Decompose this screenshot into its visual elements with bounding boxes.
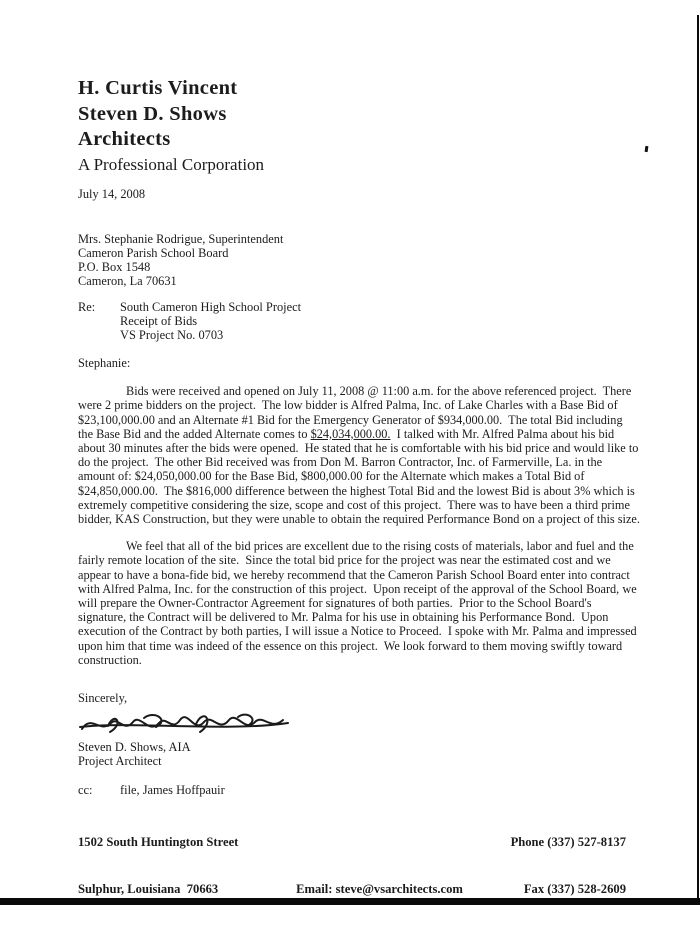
re-block xyxy=(78,300,638,342)
footer-phone: Phone (337) 527-8137 xyxy=(510,835,626,850)
recipient-line: Cameron Parish School Board xyxy=(78,245,229,260)
cc-value: file, James Hoffpauir xyxy=(120,783,225,798)
signer-title: Project Architect xyxy=(78,754,162,769)
scan-edge-line-bottom xyxy=(0,898,700,905)
footer-row-2 xyxy=(78,882,626,898)
re-line: Receipt of Bids xyxy=(120,313,198,328)
cc-block xyxy=(78,783,638,798)
letterhead-subtitle: A Professional Corporation xyxy=(78,154,265,174)
re-label: Re: xyxy=(78,299,96,314)
body-paragraph-2: We feel that all of the bid prices are excellent due to the rising costs of materials, labor and fuel and the fairly remote location of the site. Since the total bid price for the project was near the estimated cost and we appear to have a bona-fide bid, we hereby recommend that the Cameron Parish School Board enter into contract with Alfred Palma, Inc. for the construction of this project. Upon receipt of the approval of the School Board, we will prepare the Owner-Contractor Agreement for signatures of both parties. Prior to the School Board's signature, the Contract will be delivered to Mr. Palma for his use in obtaining his Performance Bond. Upon execution of the Contract by both parties, I will issue a Notice to Proceed. I spoke with Mr. Palma and impressed upon him that time was indeed of the essence on this project. We look forward to them moving swiftly toward construction. xyxy=(78,539,640,667)
footer-email: Email: steve@vsarchitects.com xyxy=(296,881,463,896)
footer-spacer xyxy=(293,835,466,851)
re-line: South Cameron High School Project xyxy=(120,299,302,314)
footer-address-line-2: Sulphur, Louisiana 70663 xyxy=(78,881,219,896)
scan-ink-speck xyxy=(645,146,649,152)
recipient-line: Cameron, La 70631 xyxy=(78,273,177,288)
footer xyxy=(78,804,626,928)
signer-name: Steven D. Shows, AIA xyxy=(78,740,191,755)
letterhead-name-1: H. Curtis Vincent xyxy=(78,77,238,99)
letterhead xyxy=(78,76,638,175)
valediction: Sincerely, xyxy=(78,691,128,706)
signer-block xyxy=(78,740,638,768)
letterhead-name-2: Steven D. Shows xyxy=(78,102,227,125)
footer-fax: Fax (337) 528-2609 xyxy=(523,881,626,896)
letterhead-name-3: Architects xyxy=(78,128,171,150)
signature-scribble-icon xyxy=(78,706,293,740)
paragraph-1-text-after: I talked with Mr. Alfred Palma about his bid about 30 minutes after the bids were opened. He stated that he is comfortable with his bid price and would like to do the project. The other Bid received was from Don M. Barron Contractor, Inc. of Farmerville, La. in the amount of: $24,050,000.00 for the Base Bid, $800,000.00 for the Alternate which makes a Total Bid of $24,850,000.00. The $816,000 difference between the highest Total Bid and the lowest Bid is about 3% which is extremely competitive considering the size, scope and cost of this project. There was to have been a third prime bidder, KAS Construction, but they were unable to obtain the required Performance Bond on a project of this size. xyxy=(78,426,642,526)
body-paragraph-1 xyxy=(78,384,640,526)
recipient-address-block xyxy=(78,232,638,288)
signature-area xyxy=(78,706,638,740)
footer-row-1 xyxy=(78,835,626,851)
paragraph-1-text-before: Bids were received and opened on July 11, 2008 @ 11:00 a.m. for the above referenced project. There were 2 prime bidders on the project. The low bidder is Alfred Palma, Inc. of Lake Charles with a Base Bid of $23,100,000.00 and an Alternate #1 Bid for the Emergency Generator of $934,000.00. The total Bid including the Base Bid and the added Alternate comes to xyxy=(78,384,635,441)
recipient-line: P.O. Box 1548 xyxy=(78,259,151,274)
scan-edge-line-right xyxy=(697,15,699,905)
cc-label: cc: xyxy=(78,783,93,798)
re-lines xyxy=(120,300,301,342)
salutation: Stephanie: xyxy=(78,356,131,371)
recipient-line: Mrs. Stephanie Rodrigue, Superintendent xyxy=(78,231,284,246)
footer-address-line-1: 1502 South Huntington Street xyxy=(78,835,239,850)
letter-date: July 14, 2008 xyxy=(78,186,146,201)
re-line: VS Project No. 0703 xyxy=(120,328,224,343)
total-bid-amount-underlined: $24,034,000.00. xyxy=(310,426,391,441)
